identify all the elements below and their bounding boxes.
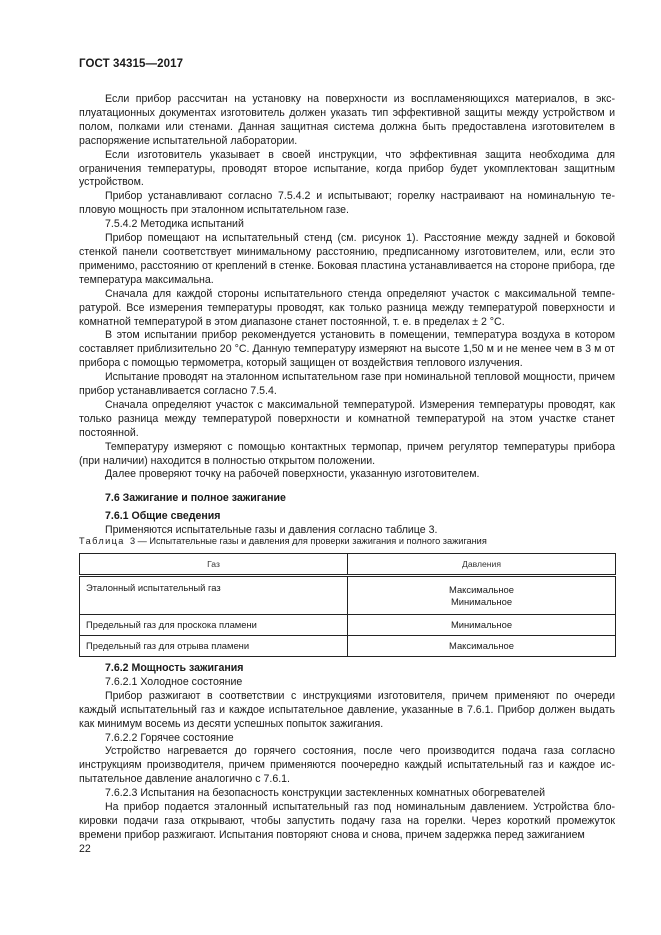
paragraph: Далее проверяют точку на рабочей поверхности, указанную изготовителем. [105, 468, 480, 481]
table-caption-number: 3 [129, 536, 136, 546]
table-header-pressure: Давления [348, 554, 616, 576]
paragraph: Температуру измеряют с помощью контактных термопар, причем регулятор температуры прибора (при наличии) находится в полностью открытом положении. [79, 440, 615, 467]
clause-heading-7-5-4-2: 7.5.4.2 Методика испытаний [105, 218, 244, 231]
table-cell-pressure: Минимальное [348, 615, 616, 636]
paragraph: На прибор подается эталонный испытательный газ под номинальным давлением. Устройства блокировки подачи газа открывают, чтобы запустить подачу газа на горелки. Через короткий промежуток времени прибор разжигают. Испытания повторяют снова и снова, причем задержка перед зажиганием [79, 801, 615, 841]
paragraph: Испытание проводят на эталонном испытательном газе при номинальной тепловой мощности, причем прибор устанавливается согласно 7.5.4. [79, 371, 615, 398]
table-caption-label: Таблица [79, 536, 125, 546]
table-cell-gas: Предельный газ для проскока пламени [80, 615, 348, 636]
table-cell-gas: Эталонный испытательный газ [80, 576, 348, 615]
clause-heading-7-6-2-1: 7.6.2.1 Холодное состояние [105, 675, 243, 688]
table-row [80, 636, 616, 657]
paragraph: Прибор помещают на испытательный стенд (см. рисунок 1). Расстояние между задней и боковой стенкой панели соответствует минимальному расстоянию, предписанному изготовителем, или, если это применимо, расстоянию от креплений в стенке. Боковая пластина устанавливается на стороне прибора, где температура максимальна. [79, 232, 615, 286]
paragraph: Сначала определяют участок с максимальной температурой. Измерения температуры проводят, как только разница между температурой поверхности и комнатной температурой на этом участке станет постоянной. [79, 398, 615, 439]
pressure-value: Максимальное [449, 583, 514, 595]
paragraph: Если изготовитель указывает в своей инструкции, что эффективная защита необходима для ограничения температуры, проводят второе испытание, когда прибор будет укомплектован защитным устройством. [79, 148, 615, 189]
table-caption [79, 535, 619, 547]
clause-heading-7-6-2-2: 7.6.2.2 Горячее состояние [105, 731, 234, 744]
section-heading-7-6-2: 7.6.2 Мощность зажигания [105, 662, 244, 674]
document-header: ГОСТ 34315—2017 [79, 58, 184, 70]
gas-pressure-table [79, 553, 616, 657]
paragraph: Прибор устанавливают согласно 7.5.4.2 и испытывают; горелку настраивают на номинальную тепловую мощность при эталонном испытательном газе. [79, 190, 615, 217]
table-cell-pressure [348, 576, 616, 615]
paragraph: В этом испытании прибор рекомендуется установить в помещении, температура воздуха в котором составляет приблизительно 20 °C. Данную температуру измеряют на высоте 1,50 м и не менее чем в 3 м от прибора с помощью термометра, который защищен от воздействия теплового излучения. [79, 329, 615, 370]
clause-heading-7-6-2-3: 7.6.2.3 Испытания на безопасность конструкции застекленных комнатных обогревателей [105, 787, 546, 800]
body-text-top [79, 93, 615, 538]
paragraph: Прибор разжигают в соответствии с инструкциями изготовителя, причем применяют по очереди каждый испытательный газ и каждое испытательное давление, указанные в 7.6.1. Прибор должен выдать как минимум восемь из десяти успешных попыток зажигания. [79, 689, 615, 730]
paragraph: Если прибор рассчитан на установку на поверхности из воспламеняющихся материалов, в эксплуатационных документах изготовитель должен указать тип эффективной защиты между устройством и полом, полками или стенами. Данная защитная система должна быть предоставлена изготовителем в распоряжение испытательной лаборатории. [79, 93, 615, 147]
paragraph: Сначала для каждой стороны испытательного стенда определяют участок с максимальной температурой. Все измерения температуры проводят, как только разница между температурой поверхности и комнатной температурой в этом диапазоне станет постоянной, т. е. в пределах ± 2 °C. [79, 287, 615, 328]
table-caption-text: — Испытательные газы и давления для проверки зажигания и полного зажигания [135, 536, 487, 546]
table-row [80, 576, 616, 615]
table-header-gas: Газ [80, 554, 348, 576]
table-row [80, 615, 616, 636]
pressure-value: Минимальное [450, 595, 513, 607]
page-number: 22 [79, 843, 91, 855]
paragraph: Устройство нагревается до горячего состояния, после чего производится подача газа согласно инструкциям производителя, причем применяются поочередно каждый испытательный газ и каждое испытательное давление аналогично с 7.6.1. [79, 745, 615, 786]
table-cell-pressure: Максимальное [348, 636, 616, 657]
body-text-bottom [79, 662, 615, 843]
section-heading-7-6-1: 7.6.1 Общие сведения [105, 510, 221, 523]
table-header-row [80, 554, 616, 576]
section-heading-7-6: 7.6 Зажигание и полное зажигание [105, 492, 286, 505]
paragraph: Применяются испытательные газы и давления согласно таблице 3. [105, 524, 438, 537]
table-cell-gas: Предельный газ для отрыва пламени [80, 636, 348, 657]
